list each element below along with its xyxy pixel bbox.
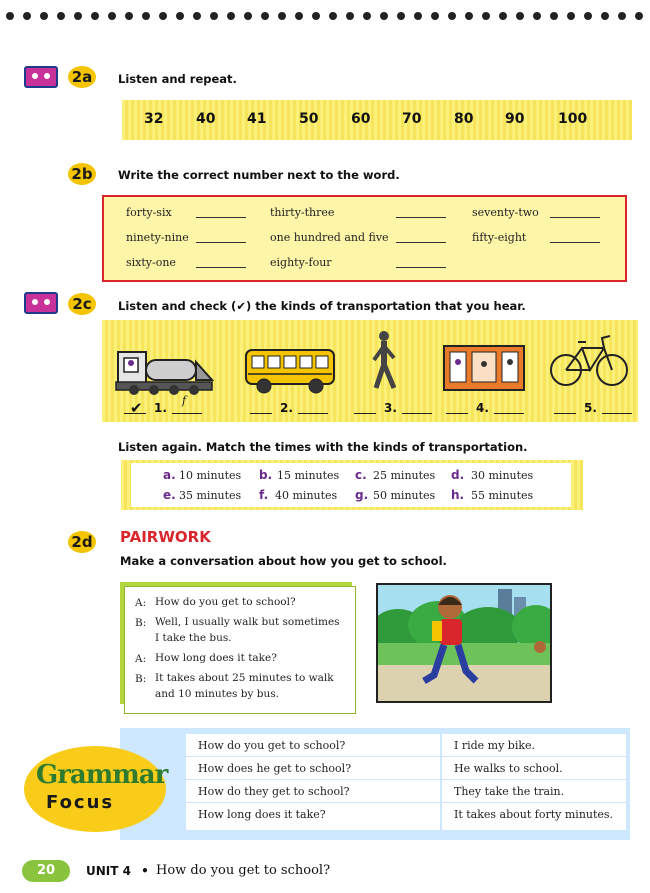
word-item: ninety-nine [126, 231, 189, 244]
number-item: 80 [454, 111, 474, 127]
footer-title: How do you get to school? [156, 863, 331, 878]
time-value: 50 minutes [373, 489, 436, 502]
time-value: 25 minutes [373, 469, 436, 482]
pairwork-heading: PAIRWORK [120, 528, 211, 546]
conversation-inner [124, 586, 356, 714]
number-item: 60 [351, 111, 371, 127]
time-letter: b. [259, 468, 273, 482]
time-value: 40 minutes [275, 489, 338, 502]
time-letter: g. [355, 488, 369, 502]
time-letter: d. [451, 468, 465, 482]
time-letter: c. [355, 468, 367, 482]
answer-blank[interactable] [402, 413, 432, 414]
dot [57, 12, 65, 20]
section-badge-2a: 2a [68, 66, 96, 88]
dot [295, 12, 303, 20]
number-item: 41 [247, 111, 267, 127]
dot [584, 12, 592, 20]
table-row [186, 803, 626, 825]
dot [244, 12, 252, 20]
dot [261, 12, 269, 20]
answer-line[interactable] [550, 217, 600, 218]
grammar-focus-table [186, 734, 626, 830]
dot [601, 12, 609, 20]
question-cell: How does he get to school? [198, 762, 352, 775]
dot [346, 12, 354, 20]
section-badge-2c: 2c [68, 293, 96, 315]
dotted-border [0, 12, 650, 26]
dot [142, 12, 150, 20]
speaker-label: A: [135, 653, 147, 665]
check-blank[interactable] [250, 413, 272, 414]
conversation-line: How do you get to school? [155, 596, 296, 608]
dot [227, 12, 235, 20]
conversation-line: Well, I usually walk but sometimes [155, 616, 340, 628]
table-row [186, 734, 626, 757]
dot [74, 12, 82, 20]
subway-icon [442, 344, 526, 392]
train-icon [112, 350, 216, 396]
dot [465, 12, 473, 20]
dot [533, 12, 541, 20]
word-item: seventy-two [472, 206, 539, 219]
table-row [186, 780, 626, 803]
number-item: 32 [144, 111, 164, 127]
time-value: 10 minutes [179, 469, 242, 482]
number-item: 70 [402, 111, 422, 127]
check-blank[interactable] [354, 413, 376, 414]
word-item: eighty-four [270, 256, 332, 269]
answer-line[interactable] [396, 217, 446, 218]
dot [516, 12, 524, 20]
check-blank[interactable] [554, 413, 576, 414]
page-number: 20 [22, 860, 70, 882]
answer-cell: He walks to school. [454, 762, 563, 775]
dot [278, 12, 286, 20]
answer-line[interactable] [196, 242, 246, 243]
instruction-2d: Make a conversation about how you get to school. [120, 554, 447, 568]
dot [23, 12, 31, 20]
dot [431, 12, 439, 20]
number-item: 100 [558, 111, 588, 127]
times-band [121, 460, 583, 510]
answer-blank[interactable] [494, 413, 524, 414]
dot [125, 12, 133, 20]
dot [40, 12, 48, 20]
time-value: 15 minutes [277, 469, 340, 482]
number-item: 40 [196, 111, 216, 127]
item-number: 2. [280, 401, 293, 415]
time-letter: a. [163, 468, 176, 482]
question-cell: How do they get to school? [198, 785, 350, 798]
conversation-line: It takes about 25 minutes to walk [155, 672, 334, 684]
section-badge-2b: 2b [68, 163, 96, 185]
answer-cell: I ride my bike. [454, 739, 536, 752]
speaker-label: B: [135, 673, 147, 685]
dot [6, 12, 14, 20]
bus-icon [242, 346, 342, 396]
times-box [131, 463, 571, 507]
item-number: 3. [384, 401, 397, 415]
instruction-2a: Listen and repeat. [118, 72, 237, 86]
answer-line[interactable] [396, 242, 446, 243]
grammar-focus-title: Grammar [36, 760, 168, 790]
bicycle-icon [548, 330, 630, 390]
dot [397, 12, 405, 20]
answer-line[interactable] [196, 267, 246, 268]
dot [499, 12, 507, 20]
time-letter: e. [163, 488, 176, 502]
dot [91, 12, 99, 20]
walking-boy-icon [378, 585, 550, 701]
walking-boy-illustration [376, 583, 552, 703]
table-row [186, 757, 626, 780]
dot [550, 12, 558, 20]
item-number: 1. [154, 401, 167, 415]
item-number: 5. [584, 401, 597, 415]
answer-blank[interactable] [298, 413, 328, 414]
dot [618, 12, 626, 20]
question-cell: How do you get to school? [198, 739, 346, 752]
time-letter: h. [451, 488, 465, 502]
speaker-label: B: [135, 617, 147, 629]
answer-blank[interactable] [172, 413, 202, 414]
cassette-tape-icon [24, 292, 58, 314]
dot [193, 12, 201, 20]
conversation-line: and 10 minutes by bus. [155, 688, 279, 700]
word-item: sixty-one [126, 256, 176, 269]
word-list-box [102, 195, 627, 282]
dot [176, 12, 184, 20]
dot [329, 12, 337, 20]
dot [210, 12, 218, 20]
time-value: 35 minutes [179, 489, 242, 502]
walking-man-icon [368, 330, 404, 392]
check-blank[interactable] [446, 413, 468, 414]
word-item: thirty-three [270, 206, 335, 219]
dot [312, 12, 320, 20]
dot [635, 12, 643, 20]
dot [159, 12, 167, 20]
dot [448, 12, 456, 20]
grammar-focus-subtitle: Focus [46, 792, 115, 813]
dot [363, 12, 371, 20]
conversation-box [120, 582, 352, 704]
item-number: 4. [476, 401, 489, 415]
conversation-line: How long does it take? [155, 652, 277, 664]
instruction-2b: Write the correct number next to the word. [118, 168, 400, 182]
cassette-tape-icon [24, 66, 58, 88]
word-item: fifty-eight [472, 231, 527, 244]
handwritten-answer: f [182, 394, 187, 407]
check-mark: ✔ [130, 399, 143, 417]
footer-separator: • [141, 864, 149, 878]
answer-line[interactable] [396, 267, 446, 268]
word-item: one hundred and five [270, 231, 389, 244]
transportation-band [102, 320, 638, 422]
dot [482, 12, 490, 20]
conversation-line: I take the bus. [155, 632, 232, 644]
instruction-2c: Listen and check (✔) the kinds of transportation that you hear. [118, 299, 526, 313]
dot [108, 12, 116, 20]
number-item: 50 [299, 111, 319, 127]
section-badge-2d: 2d [68, 531, 96, 553]
time-value: 30 minutes [471, 469, 534, 482]
word-item: forty-six [126, 206, 172, 219]
number-item: 90 [505, 111, 525, 127]
numbers-band [122, 100, 632, 140]
answer-line[interactable] [196, 217, 246, 218]
dot [380, 12, 388, 20]
speaker-label: A: [135, 597, 147, 609]
unit-label: UNIT 4 [86, 864, 131, 878]
answer-cell: It takes about forty minutes. [454, 808, 614, 821]
time-value: 55 minutes [471, 489, 534, 502]
time-letter: f. [259, 488, 269, 502]
answer-cell: They take the train. [454, 785, 565, 798]
dot [567, 12, 575, 20]
answer-blank[interactable] [602, 413, 632, 414]
answer-line[interactable] [550, 242, 600, 243]
instruction-2c-again: Listen again. Match the times with the kinds of transportation. [118, 440, 528, 454]
dot [414, 12, 422, 20]
check-blank[interactable] [124, 413, 146, 414]
footer-unit [86, 864, 149, 878]
question-cell: How long does it take? [198, 808, 326, 821]
